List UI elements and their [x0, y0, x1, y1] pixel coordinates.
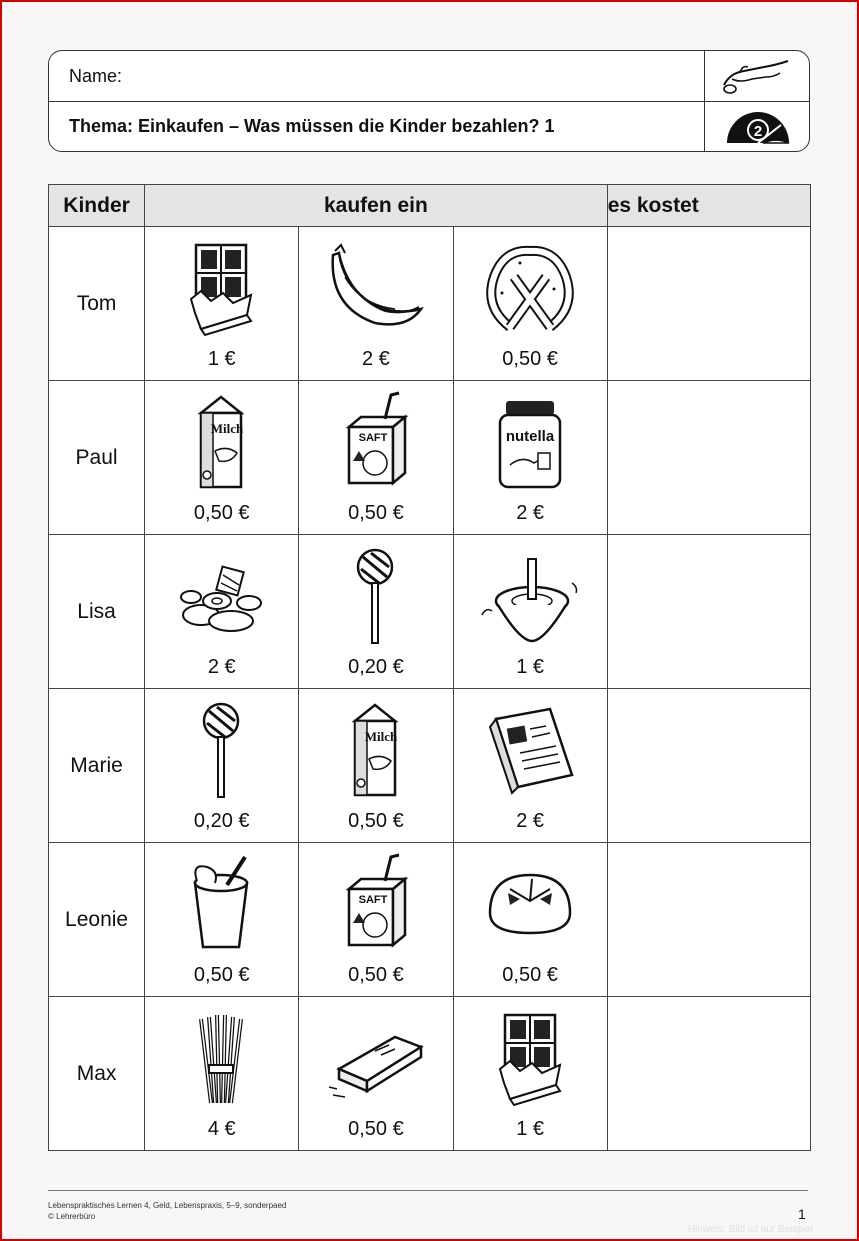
item-cell: [145, 535, 299, 689]
item-price: 2 €: [516, 810, 544, 832]
item-price: 1 €: [516, 656, 544, 678]
difficulty-level-icon: [723, 111, 793, 145]
chocolate-bar-icon: [480, 1007, 580, 1107]
chocolate-bar-icon: [171, 237, 271, 337]
item-price: 1 €: [207, 348, 236, 370]
footer-line-1: Lebenspraktisches Lernen 4, Geld, Lebenspraxis, 5–9, sonderpaed: [48, 1201, 287, 1210]
child-name: Paul: [49, 381, 145, 535]
table-header-row: [49, 185, 811, 227]
total-cost-input[interactable]: [607, 843, 810, 997]
milk-carton-icon: [171, 391, 271, 491]
item-price: 0,20 €: [348, 656, 404, 678]
child-name: Max: [49, 997, 145, 1151]
footer-line-2: © Lehrerbüro: [48, 1212, 96, 1221]
hand-coin-icon: [720, 55, 795, 97]
nutella-jar-icon: [480, 391, 580, 491]
item-cell: [145, 843, 299, 997]
item-price: 4 €: [207, 1118, 236, 1140]
item-price: 2 €: [207, 656, 236, 678]
item-cell: [453, 381, 607, 535]
item-cell: [453, 227, 607, 381]
item-cell: [299, 535, 453, 689]
total-cost-input[interactable]: [607, 997, 810, 1151]
item-price: 0,50 €: [193, 502, 250, 524]
total-cost-input[interactable]: [607, 227, 810, 381]
item-price: 0,50 €: [193, 964, 250, 986]
footer-divider: [48, 1190, 808, 1191]
table-row: [49, 843, 811, 997]
name-label: Name:: [69, 66, 123, 86]
item-cell: [145, 381, 299, 535]
lollipop-icon: [171, 699, 271, 799]
header-es-kostet: es kostet: [607, 185, 810, 227]
item-cell: [145, 227, 299, 381]
child-name: Marie: [49, 689, 145, 843]
item-cell: [299, 689, 453, 843]
child-name: Lisa: [49, 535, 145, 689]
sweets-pile-icon: [171, 545, 271, 645]
item-cell: [299, 843, 453, 997]
item-price: 2 €: [516, 502, 544, 524]
item-price: 0,50 €: [348, 810, 404, 832]
table-row: [49, 227, 811, 381]
item-price: 0,50 €: [502, 964, 558, 986]
bread-roll-icon: [480, 853, 580, 953]
eraser-icon: [325, 1007, 425, 1107]
item-cell: [453, 535, 607, 689]
item-cell: [299, 381, 453, 535]
footer-credits: [48, 1200, 286, 1222]
item-price: 0,50 €: [348, 502, 404, 524]
banana-icon: [325, 237, 425, 337]
worksheet-header: [48, 50, 810, 152]
header-kinder: Kinder: [49, 185, 145, 227]
item-price: 0,50 €: [348, 964, 404, 986]
header-kaufen-ein: kaufen ein: [145, 185, 608, 227]
thema-row: [49, 102, 704, 151]
table-row: [49, 689, 811, 843]
header-icons: [704, 51, 810, 151]
item-price: 0,20 €: [193, 810, 250, 832]
item-price: 0,50 €: [502, 348, 558, 370]
yogurt-icon: [171, 853, 271, 953]
name-row: [49, 51, 704, 102]
total-cost-input[interactable]: [607, 535, 810, 689]
table-row: [49, 997, 811, 1151]
milk-carton-icon: [325, 699, 425, 799]
spinning-top-icon: [480, 545, 580, 645]
pretzel-icon: [480, 237, 580, 337]
pencils-icon: [171, 1007, 271, 1107]
child-name: Leonie: [49, 843, 145, 997]
item-price: 2 €: [362, 348, 390, 370]
watermark: Hinweis: Bild ist nur Beispiel: [688, 1224, 814, 1235]
juice-box-icon: [325, 391, 425, 491]
page-number: 1: [798, 1206, 806, 1222]
child-name: Tom: [49, 227, 145, 381]
item-cell: [453, 689, 607, 843]
item-price: 0,50 €: [348, 1118, 404, 1140]
item-cell: [145, 689, 299, 843]
item-cell: [299, 997, 453, 1151]
item-cell: [453, 843, 607, 997]
table-row: [49, 381, 811, 535]
shopping-table: [48, 184, 811, 1151]
total-cost-input[interactable]: [607, 381, 810, 535]
newspaper-icon: [480, 699, 580, 799]
level-number: 2: [753, 123, 763, 140]
item-cell: [453, 997, 607, 1151]
lollipop-icon: [325, 545, 425, 645]
juice-box-icon: [325, 853, 425, 953]
total-cost-input[interactable]: [607, 689, 810, 843]
thema-title: Thema: Einkaufen – Was müssen die Kinder bezahlen? 1: [69, 116, 555, 136]
item-cell: [145, 997, 299, 1151]
table-row: [49, 535, 811, 689]
item-price: 1 €: [516, 1118, 544, 1140]
item-cell: [299, 227, 453, 381]
